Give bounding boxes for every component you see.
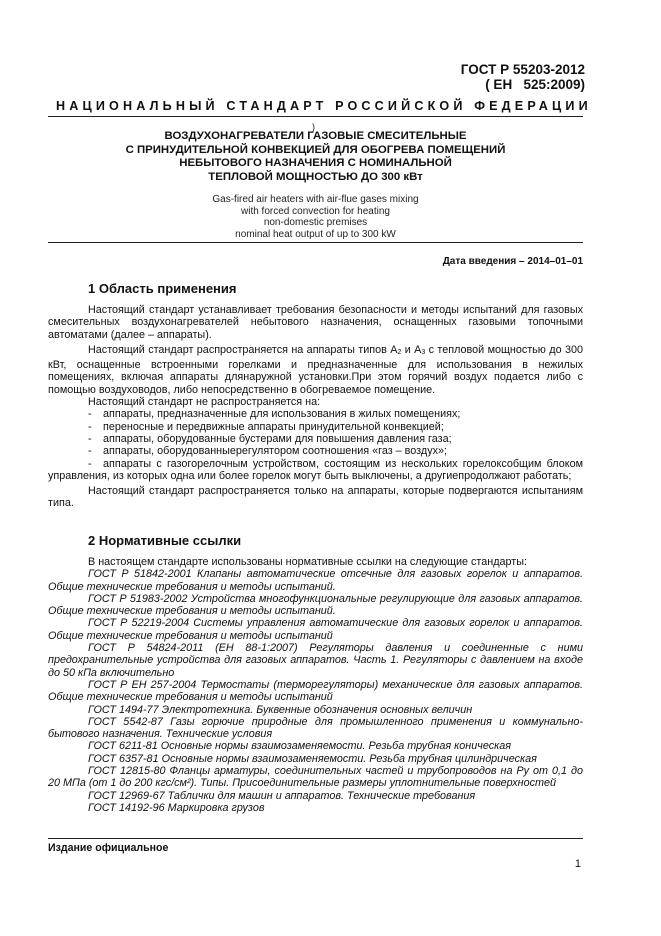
- list-item-text: переносные и передвижные аппараты принудительной конвекцией;: [103, 420, 444, 433]
- text-run: и А: [401, 343, 422, 356]
- list-item: [48, 433, 583, 445]
- title-ru-line: ТЕПЛОВОЙ МОЩНОСТЬЮ ДО 300 кВт: [208, 170, 423, 183]
- title-russian: [48, 122, 583, 184]
- header-rule: [48, 116, 583, 117]
- reference-item: ГОСТ Р ЕН 257-2004 Термостаты (терморегуляторы) механические для газовых аппаратов. Общие технические требования и методы испытаний: [48, 678, 583, 704]
- standard-code: [461, 62, 585, 92]
- dash-marker: -: [88, 420, 92, 433]
- section-heading: 1 Область применения: [88, 281, 237, 296]
- national-standard-heading: НАЦИОНАЛЬНЫЙ СТАНДАРТ РОССИЙСКОЙ ФЕДЕРАЦИИ: [56, 99, 592, 113]
- introduction-date: Дата введения – 2014–01–01: [442, 256, 583, 267]
- official-edition-label: Издание официальное: [48, 838, 583, 854]
- title-rule: [48, 242, 583, 243]
- reference-item: ГОСТ 12815-80 Фланцы арматуры, соединительных частей и трубопроводов на Ру от 0,1 до 20 МПа (от 1 до 200 кгс/см²). Типы. Присоединительные размеры уплотнительные поверхностей: [48, 765, 583, 790]
- list-item: [48, 458, 583, 483]
- subscript: 3: [421, 348, 426, 356]
- list-item: [48, 421, 583, 433]
- title-en-line: non-domestic premises: [263, 217, 368, 229]
- section-heading: 2 Нормативные ссылки: [88, 533, 242, 548]
- paragraph: Настоящий стандарт распространяется только на аппараты, которые подвергаются испытаниям типа.: [48, 485, 583, 510]
- title-ru-line: С ПРИНУДИТЕЛЬНОЙ КОНВЕКЦИЕЙ ДЛЯ ОБОГРЕВА ПОМЕЩЕНИЙ: [125, 143, 506, 156]
- paragraph: Настоящий стандарт не распространяется на:: [88, 396, 321, 409]
- reference-item: ГОСТ Р 54824-2011 (ЕН 88-1:2007) Регуляторы давления и соединенные с ними предохранительные устройства для газовых аппаратов. Часть 1. Регуляторы с давлением на входе до 50 кПа включительно: [48, 642, 583, 679]
- title-ru-line: НЕБЫТОВОГО НАЗНАЧЕНИЯ С НОМИНАЛЬНОЙ: [179, 157, 452, 170]
- dash-marker: -: [88, 457, 92, 470]
- reference-item: ГОСТ 6211-81 Основные нормы взаимозаменяемости. Резьба трубная коническая: [88, 740, 511, 753]
- list-item-text: аппараты с газогорелочным устройством, состоящим из нескольких горелоксобщим блоком управления, из которых одна или более горелок могут быть выключены, а другиепродолжают работать;: [48, 457, 583, 482]
- title-mark: ): [312, 122, 315, 132]
- list-item-text: аппараты, оборудованныерегулятором соотношения «газ – воздух»;: [103, 445, 447, 458]
- title-en-line: with forced convection for heating: [241, 205, 390, 217]
- reference-item: ГОСТ Р 52219-2004 Системы управления автоматические для газовых горелок и аппаратов. Общие технические требования и методы испытаний: [48, 617, 583, 642]
- title-ru-line: ВОЗДУХОНАГРЕВАТЕЛИ ГАЗОВЫЕ СМЕСИТЕЛЬНЫЕ: [164, 130, 467, 142]
- text-run: с тепловой мощностью до 300 кВт, оснащенные встроенными горелками и предназначенные для использования в нежилых помещениях, включая аппараты длянаружной установки.При этом горячий воздух подается либо с помощью воздуховодов, либо непосредственно в обогреваемое помещение.: [48, 343, 584, 396]
- text-run: Настоящий стандарт распространяется на аппараты типов А: [88, 343, 398, 356]
- reference-item: ГОСТ 5542-87 Газы горючие природные для промышленного применения и коммунально-бытового назначения. Технические условия: [48, 715, 583, 741]
- section-normative-references: [48, 532, 583, 814]
- standard-code-line2: ( ЕН 525:2009): [485, 77, 585, 92]
- page-number: 1: [574, 858, 581, 870]
- list-item-text: аппараты, предназначенные для использования в жилых помещениях;: [103, 408, 461, 421]
- section-scope: [48, 280, 583, 510]
- reference-item: ГОСТ 6357-81 Основные нормы взаимозаменяемости. Резьба трубная цилиндрическая: [88, 752, 537, 765]
- subscript: 2: [397, 348, 402, 356]
- list-item: [48, 445, 583, 457]
- title-en-line: Gas-fired air heaters with air-flue gases mixing: [212, 194, 419, 205]
- dash-marker: -: [88, 445, 92, 458]
- dash-marker: -: [88, 432, 92, 445]
- reference-item: ГОСТ Р 51983-2002 Устройства многофункциональные регулирующие для газовых аппаратов. Общие технические требования и методы испытаний.: [48, 592, 583, 618]
- reference-item: ГОСТ 14192-96 Маркировка грузов: [88, 801, 265, 814]
- dash-marker: -: [88, 408, 92, 421]
- paragraph: В настоящем стандарте использованы нормативные ссылки на следующие стандарты:: [88, 556, 527, 568]
- paragraph: Настоящий стандарт устанавливает требования безопасности и методы испытаний для газовых смесительных воздухонагревателей небытового назначения, оснащенных газовыми топочными автоматами (далее – аппараты).: [48, 304, 583, 341]
- standard-code-line1: ГОСТ Р 55203-2012: [460, 62, 585, 77]
- title-en-line: nominal heat output of up to 300 kW: [235, 228, 396, 240]
- list-item: [48, 408, 583, 420]
- reference-item: ГОСТ 12969-67 Таблички для машин и аппаратов. Технические требования: [88, 789, 476, 802]
- paragraph: [48, 344, 583, 396]
- list-item-text: аппараты, оборудованные бустерами для повышения давления газа;: [103, 432, 452, 445]
- reference-item: ГОСТ 1494-77 Электротехника. Буквенные обозначения основных величин: [88, 703, 473, 716]
- reference-item: ГОСТ Р 51842-2001 Клапаны автоматические отсечные для газовых горелок и аппаратов. Общие технические требования и методы испытаний.: [48, 568, 583, 593]
- title-english: [48, 194, 583, 240]
